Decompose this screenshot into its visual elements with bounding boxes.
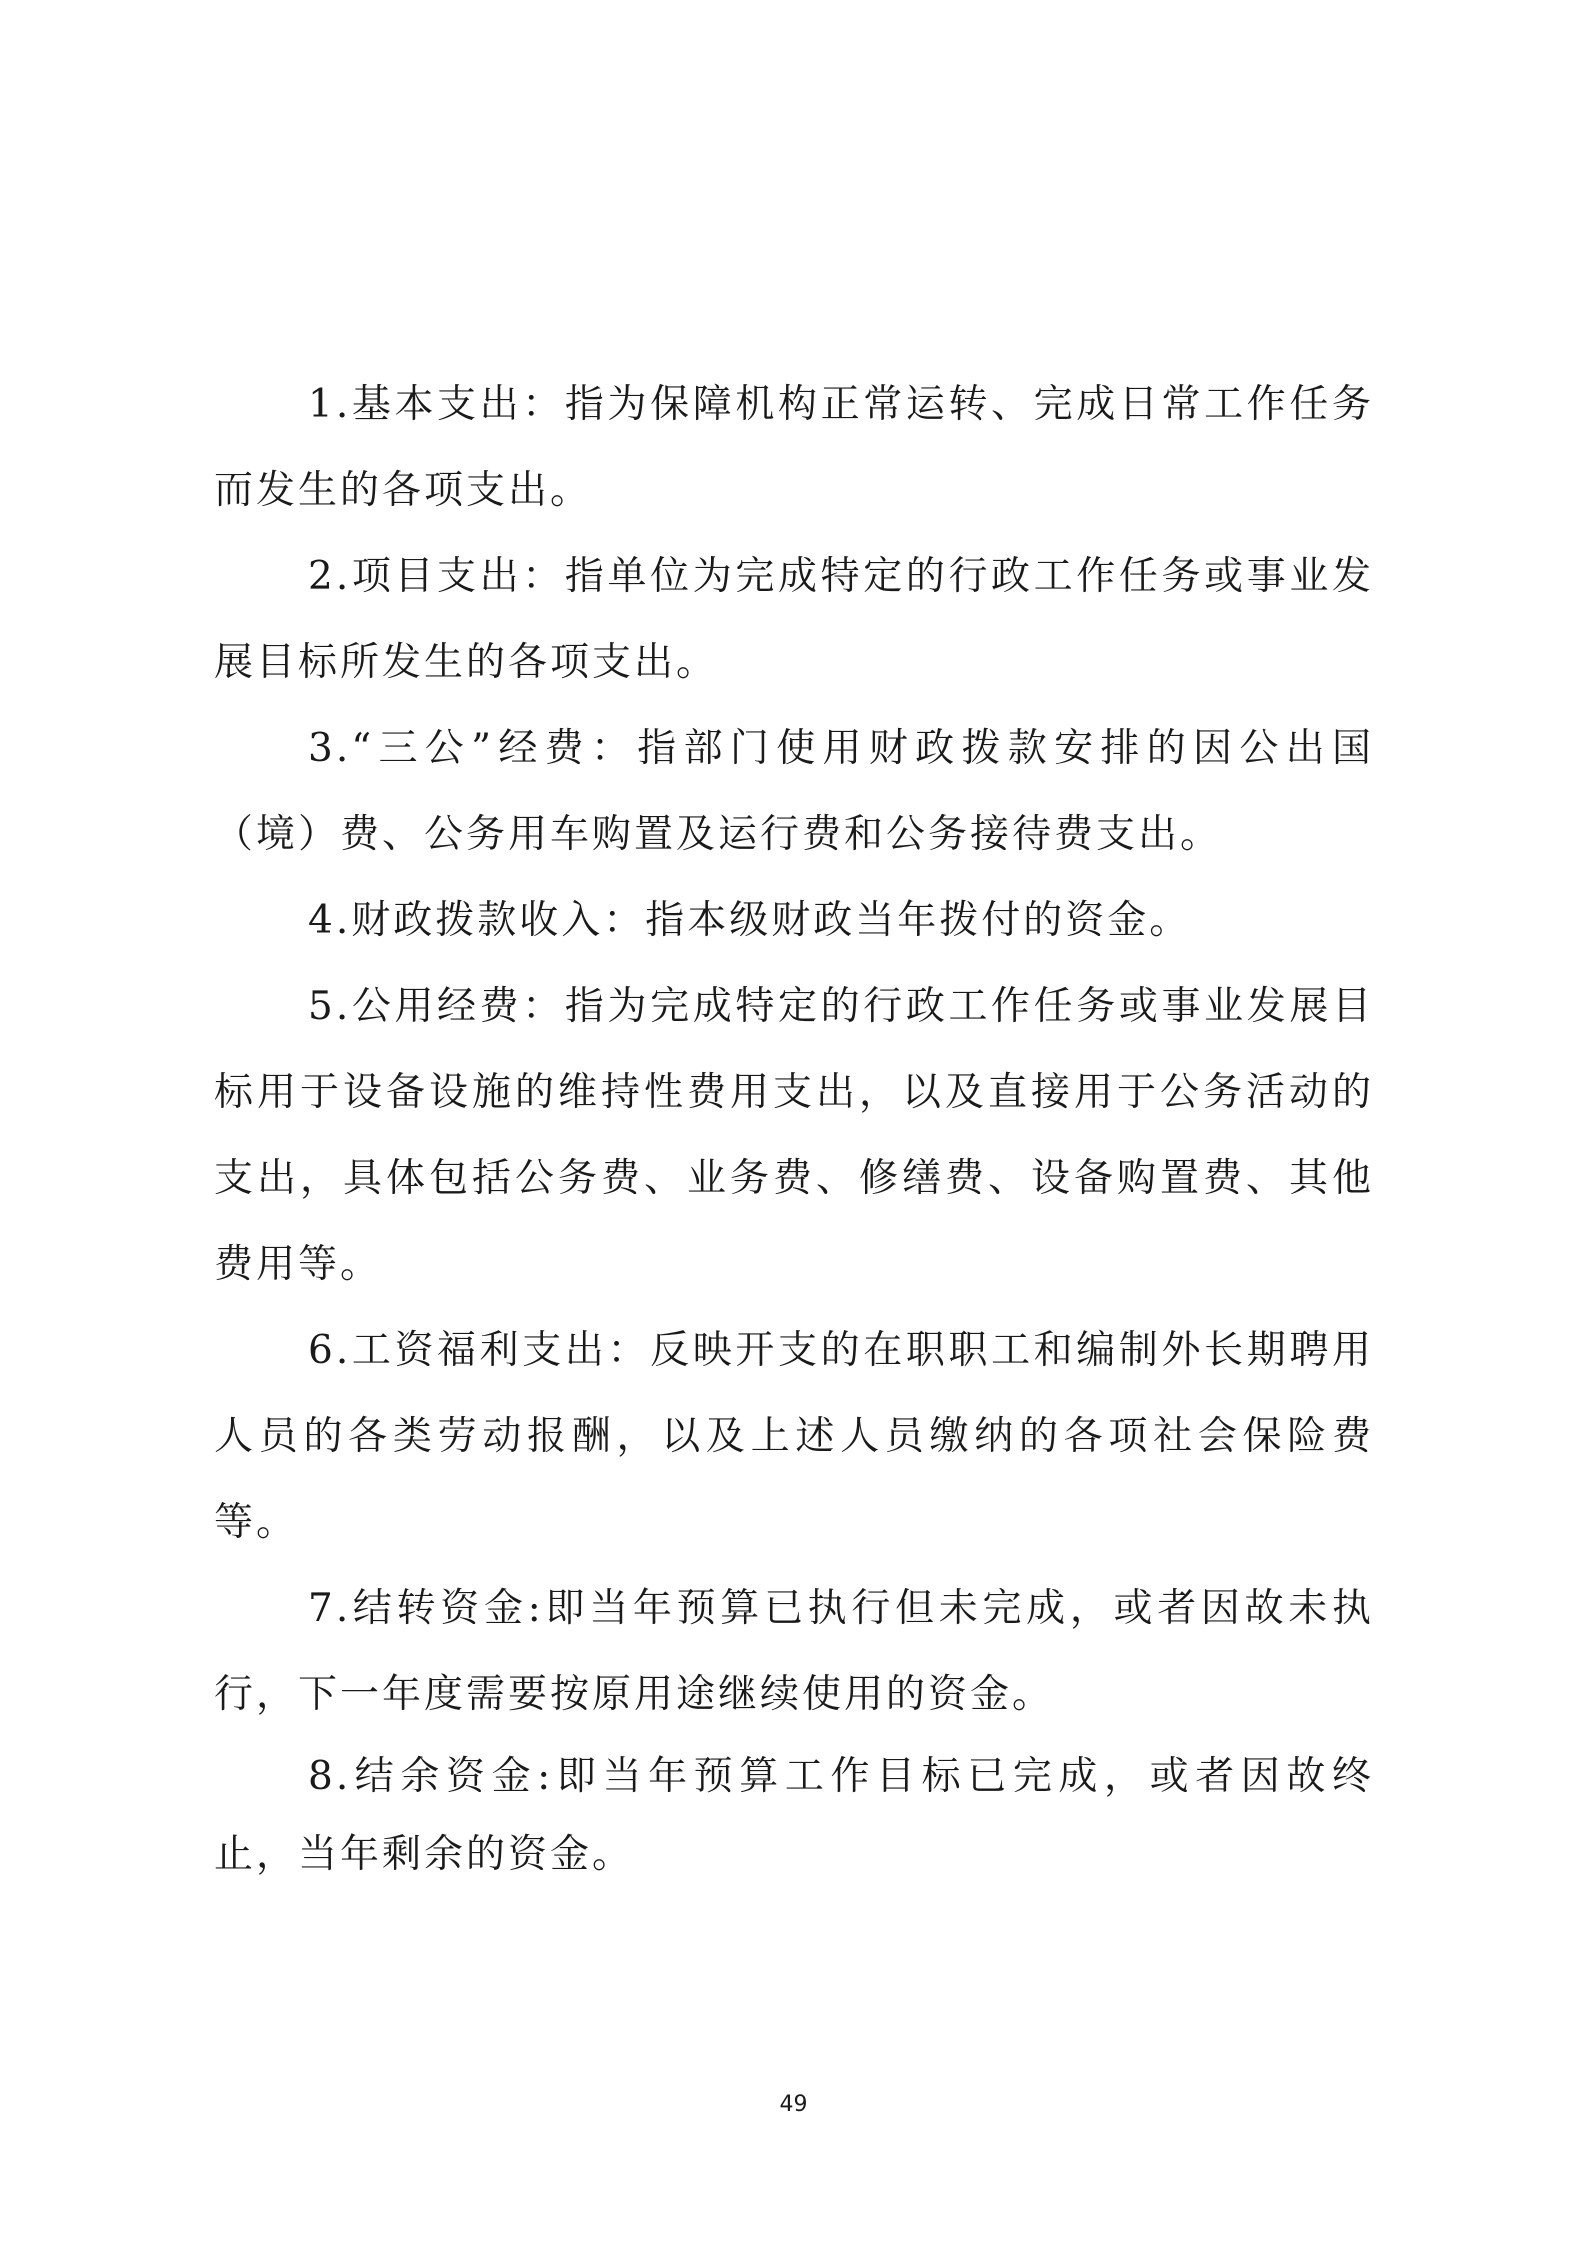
definition-term: 1.基本支出： <box>308 382 565 427</box>
definition-paragraph-1 <box>214 362 1374 534</box>
definition-paragraph-7 <box>214 1566 1374 1738</box>
definition-term: 6.工资福利支出： <box>308 1328 651 1373</box>
definition-paragraph-2 <box>214 534 1374 706</box>
definition-term: 4.财政拨款收入： <box>308 898 646 943</box>
definition-term: 8.结余资金: <box>308 1754 554 1799</box>
definition-text: 指部门使用财政拨款安排的因公出国（境）费、公务用车购置及运行费和公务接待费支出。 <box>214 726 1374 857</box>
definition-text: 即当年预算已执行但未完成，或者因故未执行，下一年度需要按原用途继续使用的资金。 <box>214 1586 1374 1717</box>
definition-term: 2.项目支出： <box>308 554 565 599</box>
definition-text: 反映开支的在职职工和编制外长期聘用人员的各类劳动报酬，以及上述人员缴纳的各项社会保险费等。 <box>214 1328 1374 1545</box>
definitions-body <box>214 362 1374 1894</box>
definition-text: 指本级财政当年拨付的资金。 <box>645 898 1192 943</box>
definition-term: 5.公用经费： <box>308 984 565 1029</box>
definition-paragraph-6 <box>214 1308 1374 1566</box>
definition-paragraph-4 <box>214 878 1374 964</box>
definition-paragraph-8 <box>214 1738 1374 1894</box>
definition-text: 指单位为完成特定的行政工作任务或事业发展目标所发生的各项支出。 <box>214 554 1374 685</box>
definition-paragraph-5 <box>214 964 1374 1308</box>
definition-term: 3.“三公”经费： <box>308 726 638 771</box>
definition-text: 指为保障机构正常运转、完成日常工作任务而发生的各项支出。 <box>214 382 1374 513</box>
definition-text: 即当年预算工作目标已完成，或者因故终止，当年剩余的资金。 <box>214 1754 1374 1877</box>
definition-text: 指为完成特定的行政工作任务或事业发展目标用于设备设施的维持性费用支出，以及直接用于公务活动的支出，具体包括公务费、业务费、修缮费、设备购置费、其他费用等。 <box>214 984 1374 1287</box>
page-number: 49 <box>779 2092 808 2117</box>
definition-paragraph-3 <box>214 706 1374 878</box>
definition-term: 7.结转资金: <box>308 1586 544 1631</box>
